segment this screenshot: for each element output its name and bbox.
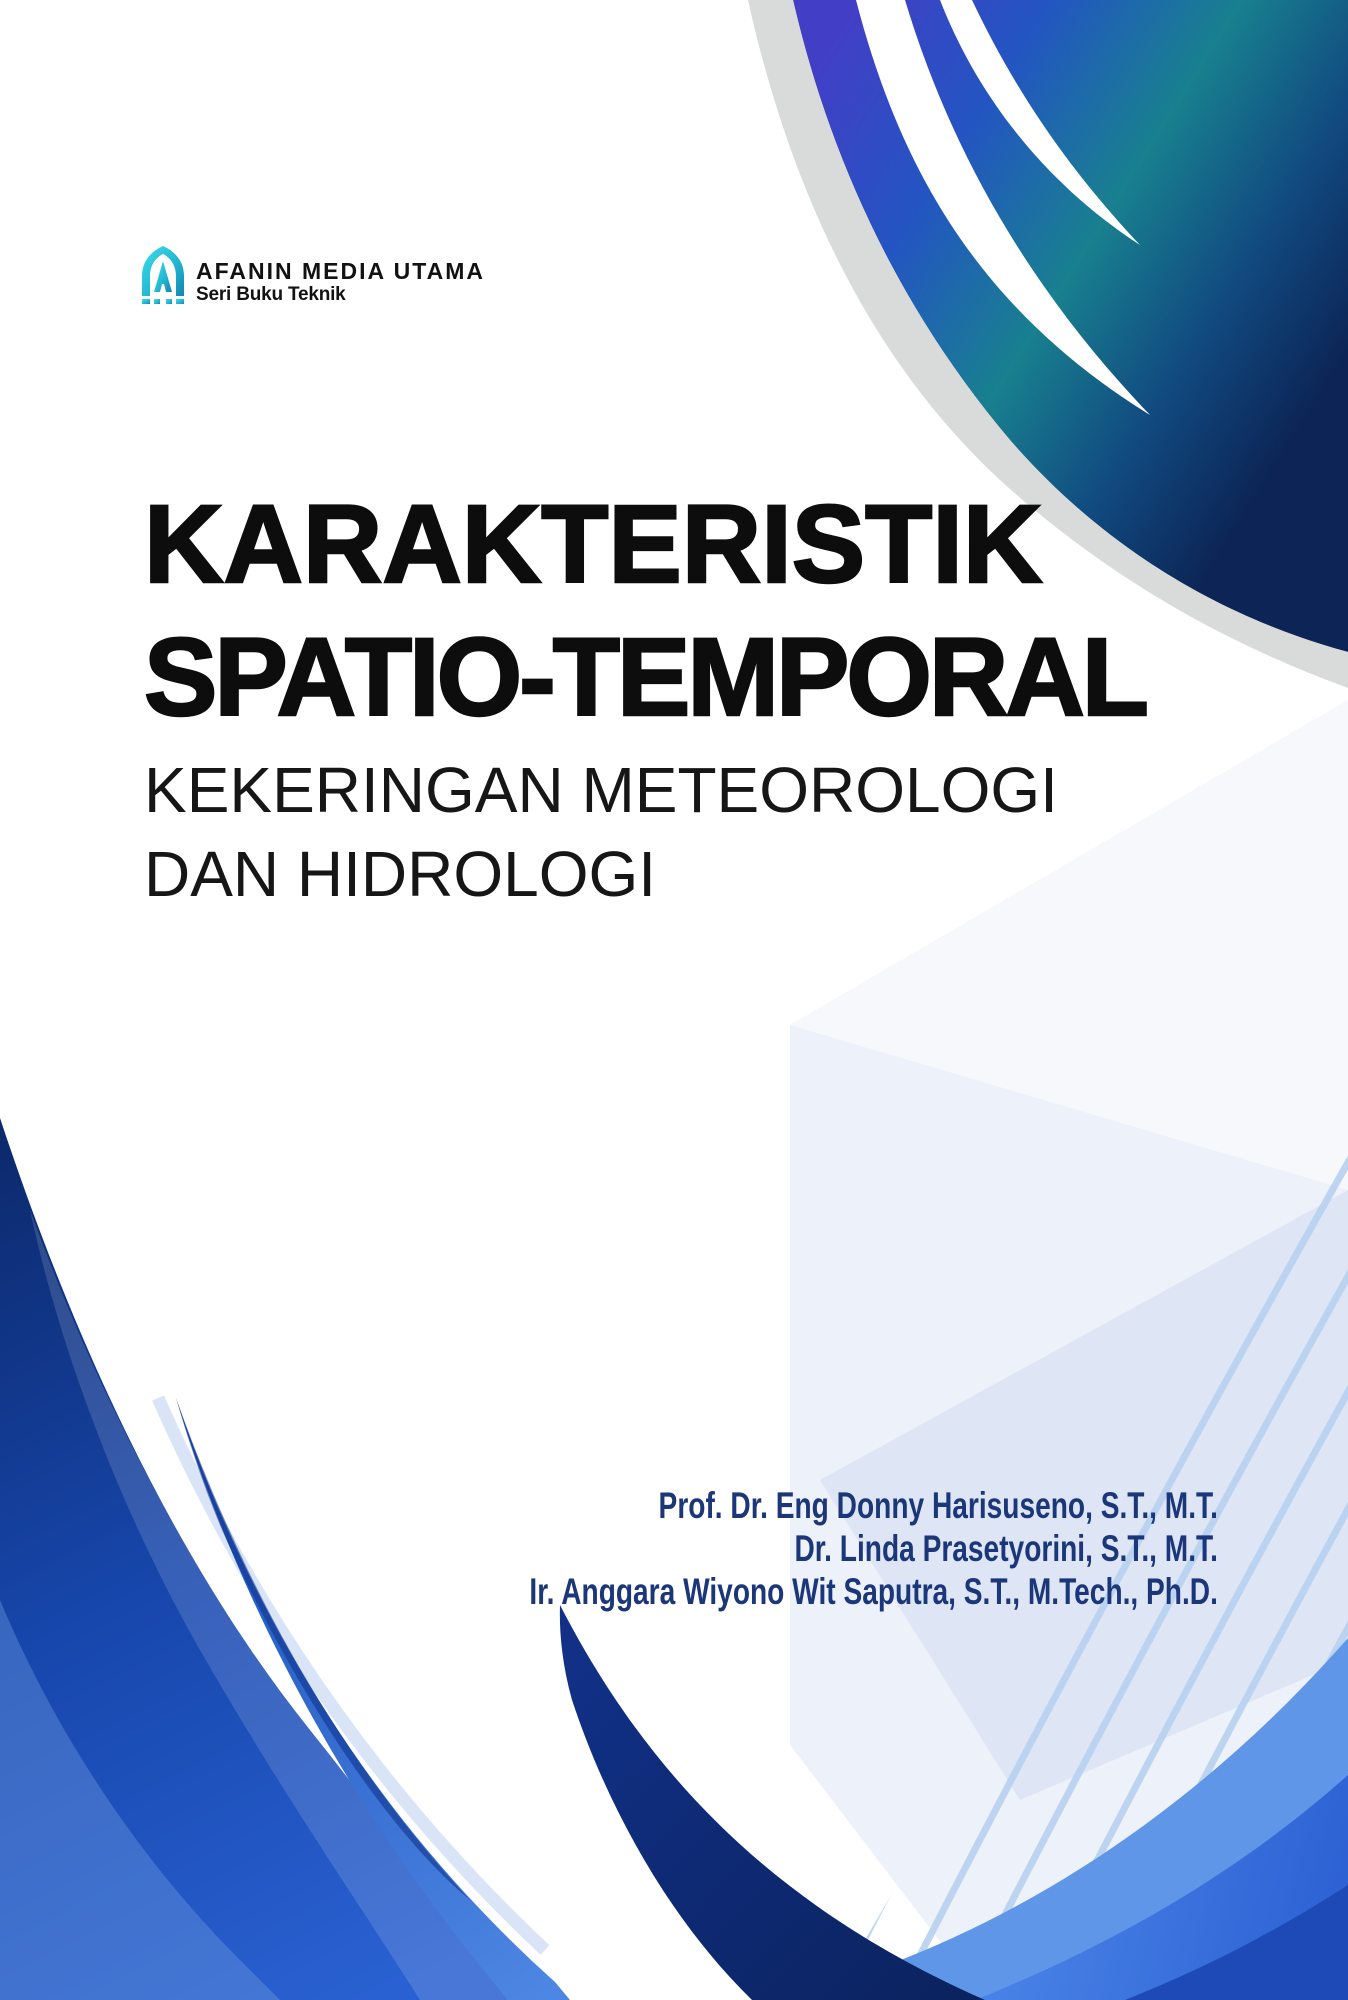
subtitle-line-2: DAN HIDROLOGI — [144, 838, 657, 910]
author-line: Dr. Linda Prasetyorini, S.T., M.T. — [794, 1528, 1218, 1569]
author-line: Ir. Anggara Wiyono Wit Saputra, S.T., M.Tech., Ph.D. — [529, 1571, 1218, 1612]
publisher-logo — [140, 244, 660, 314]
authors-list — [529, 1484, 1218, 1613]
title-line-1: KARAKTERISTIK — [144, 483, 1043, 606]
title-line-2: SPATIO-TEMPORAL — [144, 616, 1146, 739]
author-line: Prof. Dr. Eng Donny Harisuseno, S.T., M.T. — [658, 1485, 1218, 1526]
book-title — [144, 478, 1146, 744]
publisher-name: AFANIN MEDIA UTAMA — [196, 258, 485, 284]
subtitle-line-1: KEKERINGAN METEOROLOGI — [144, 754, 1058, 826]
book-subtitle — [144, 748, 1058, 916]
publisher-series: Seri Buku Teknik — [196, 284, 346, 305]
arch-a-logo-icon — [140, 246, 186, 304]
